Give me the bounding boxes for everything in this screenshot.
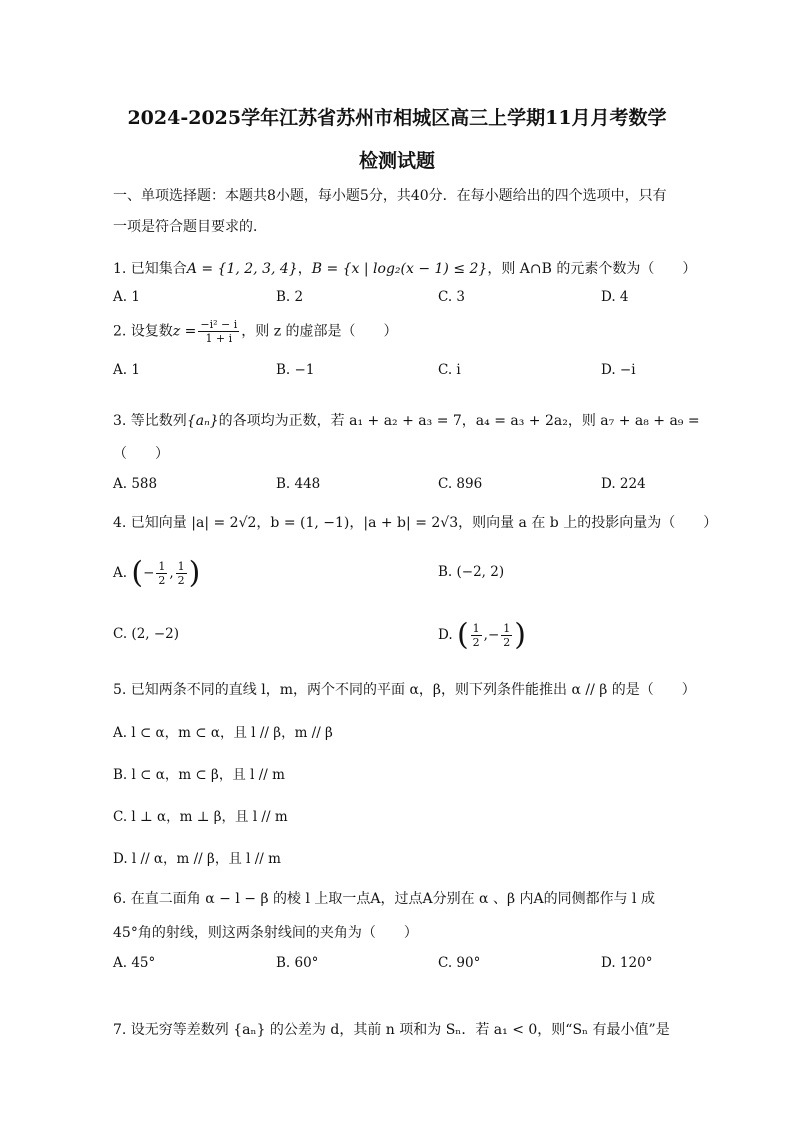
q2-suffix: ，则 z 的虚部是（ ） (241, 323, 398, 340)
q4-option-a-label: A. (113, 565, 128, 581)
q1-set-b: B = {x | log₂(x − 1) ≤ 2} (311, 261, 488, 277)
question-4-stem: 4. 已知向量 |a| = 2√2，b = (1, −1)，|a + b| = 2√3，则向量 a 在 b 上的投影向量为（ ） (113, 515, 718, 531)
q1-set-a: A = {1, 2, 3, 4} (186, 261, 298, 277)
q1-separator: ， (297, 261, 312, 277)
q1-option-b: B. 2 (276, 289, 304, 305)
q4-option-d: D. ( $\frac{1}{2}$ ,− $\frac{1}{2}$ ) (438, 617, 526, 653)
q2-fraction (198, 318, 239, 345)
q5-option-c: C. l ⊥ α，m ⊥ β，且 l // m (113, 809, 288, 825)
title-line-2: 检测试题 (358, 150, 435, 172)
q6-option-d: D. 120° (601, 955, 653, 971)
q1-prefix: 1. 已知集合 (113, 261, 187, 277)
q4-d-num-1: 1 (472, 622, 480, 635)
q2-numerator: −i² − i (200, 318, 238, 331)
question-7-stem-line-1: 7. 设无穷等差数列 {aₙ} 的公差为 d，其前 n 项和为 Sₙ．若 a₁ < 0，则“Sₙ 有最小值”是 (113, 1022, 670, 1038)
question-6-stem-line-2: 45°角的射线，则这两条射线间的夹角为（ ） (113, 925, 418, 941)
q3-option-d: D. 224 (601, 476, 646, 492)
q4-option-d-label: D. (438, 627, 453, 643)
q4-d-den-2: 2 (503, 636, 511, 649)
q6-option-a: A. 45° (113, 955, 156, 971)
question-5-stem: 5. 已知两条不同的直线 l，m，两个不同的平面 α，β，则下列条件能推出 α // β 的是（ ） (113, 682, 696, 698)
q2-option-a: A. 1 (113, 362, 140, 378)
q3-prefix: 3. 等比数列 (113, 413, 187, 429)
question-6-stem-line-1: 6. 在直二面角 α − l − β 的棱 l 上取一点A，过点A分别在 α 、β 内A的同侧都作与 l 成 (113, 891, 655, 907)
q3-suffix: 的各项均为正数，若 a₁ + a₂ + a₃ = 7，a₄ = a₃ + 2a₂，则 a₇ + a₈ + a₉ = (218, 413, 700, 429)
q2-option-c: C. i (438, 362, 461, 378)
q3-option-c: C. 896 (438, 476, 483, 492)
q2-option-d: D. −i (601, 362, 636, 378)
q4-d-num-2: 1 (503, 622, 511, 635)
question-3-stem-line-1 (113, 410, 700, 430)
q4-d-den-1: 2 (472, 636, 480, 649)
q2-prefix: 2. 设复数 (113, 323, 173, 340)
q1-option-a: A. 1 (113, 289, 140, 305)
q4-a-num-1: 1 (158, 560, 166, 573)
q4-a-den-1: 2 (158, 574, 166, 587)
q1-suffix: ，则 A∩B 的元素个数为（ ） (487, 261, 697, 277)
q2-z-label: z = (172, 323, 197, 340)
q5-option-a: A. l ⊂ α，m ⊂ α，且 l // β，m // β (113, 725, 333, 741)
q2-denominator: 1 + i (205, 332, 233, 345)
question-3-stem-line-2: （ ） (113, 446, 169, 462)
q4-option-c: C. (2, −2) (113, 626, 180, 642)
q3-option-a: A. 588 (113, 476, 158, 492)
question-2-stem (113, 318, 398, 345)
title-line-1: 2024-2025学年江苏省苏州市相城区高三上学期11月月考数学 (127, 107, 667, 129)
q1-option-c: C. 3 (438, 289, 466, 305)
q5-option-b: B. l ⊂ α，m ⊂ β，且 l // m (113, 767, 285, 783)
q2-option-b: B. −1 (276, 362, 315, 378)
q3-option-b: B. 448 (276, 476, 321, 492)
q6-option-b: B. 60° (276, 955, 319, 971)
q4-a-num-2: 1 (177, 560, 185, 573)
q3-sequence: {aₙ} (186, 413, 219, 429)
question-1-stem (113, 258, 696, 278)
q5-option-d: D. l // α，m // β，且 l // m (113, 851, 281, 867)
q4-a-den-2: 2 (177, 574, 185, 587)
q6-option-c: C. 90° (438, 955, 481, 971)
section-instructions-line-1: 一、单项选择题：本题共8小题，每小题5分，共40分．在每小题给出的四个选项中，只有 (113, 188, 667, 204)
q1-option-d: D. 4 (601, 289, 629, 305)
q4-option-b: B. (−2, 2) (438, 564, 505, 580)
q4-option-a: A. (− $\frac{1}{2}$ , $\frac{1}{2}$ ) (113, 555, 201, 591)
section-instructions-line-2: 一项是符合题目要求的． (113, 219, 267, 235)
